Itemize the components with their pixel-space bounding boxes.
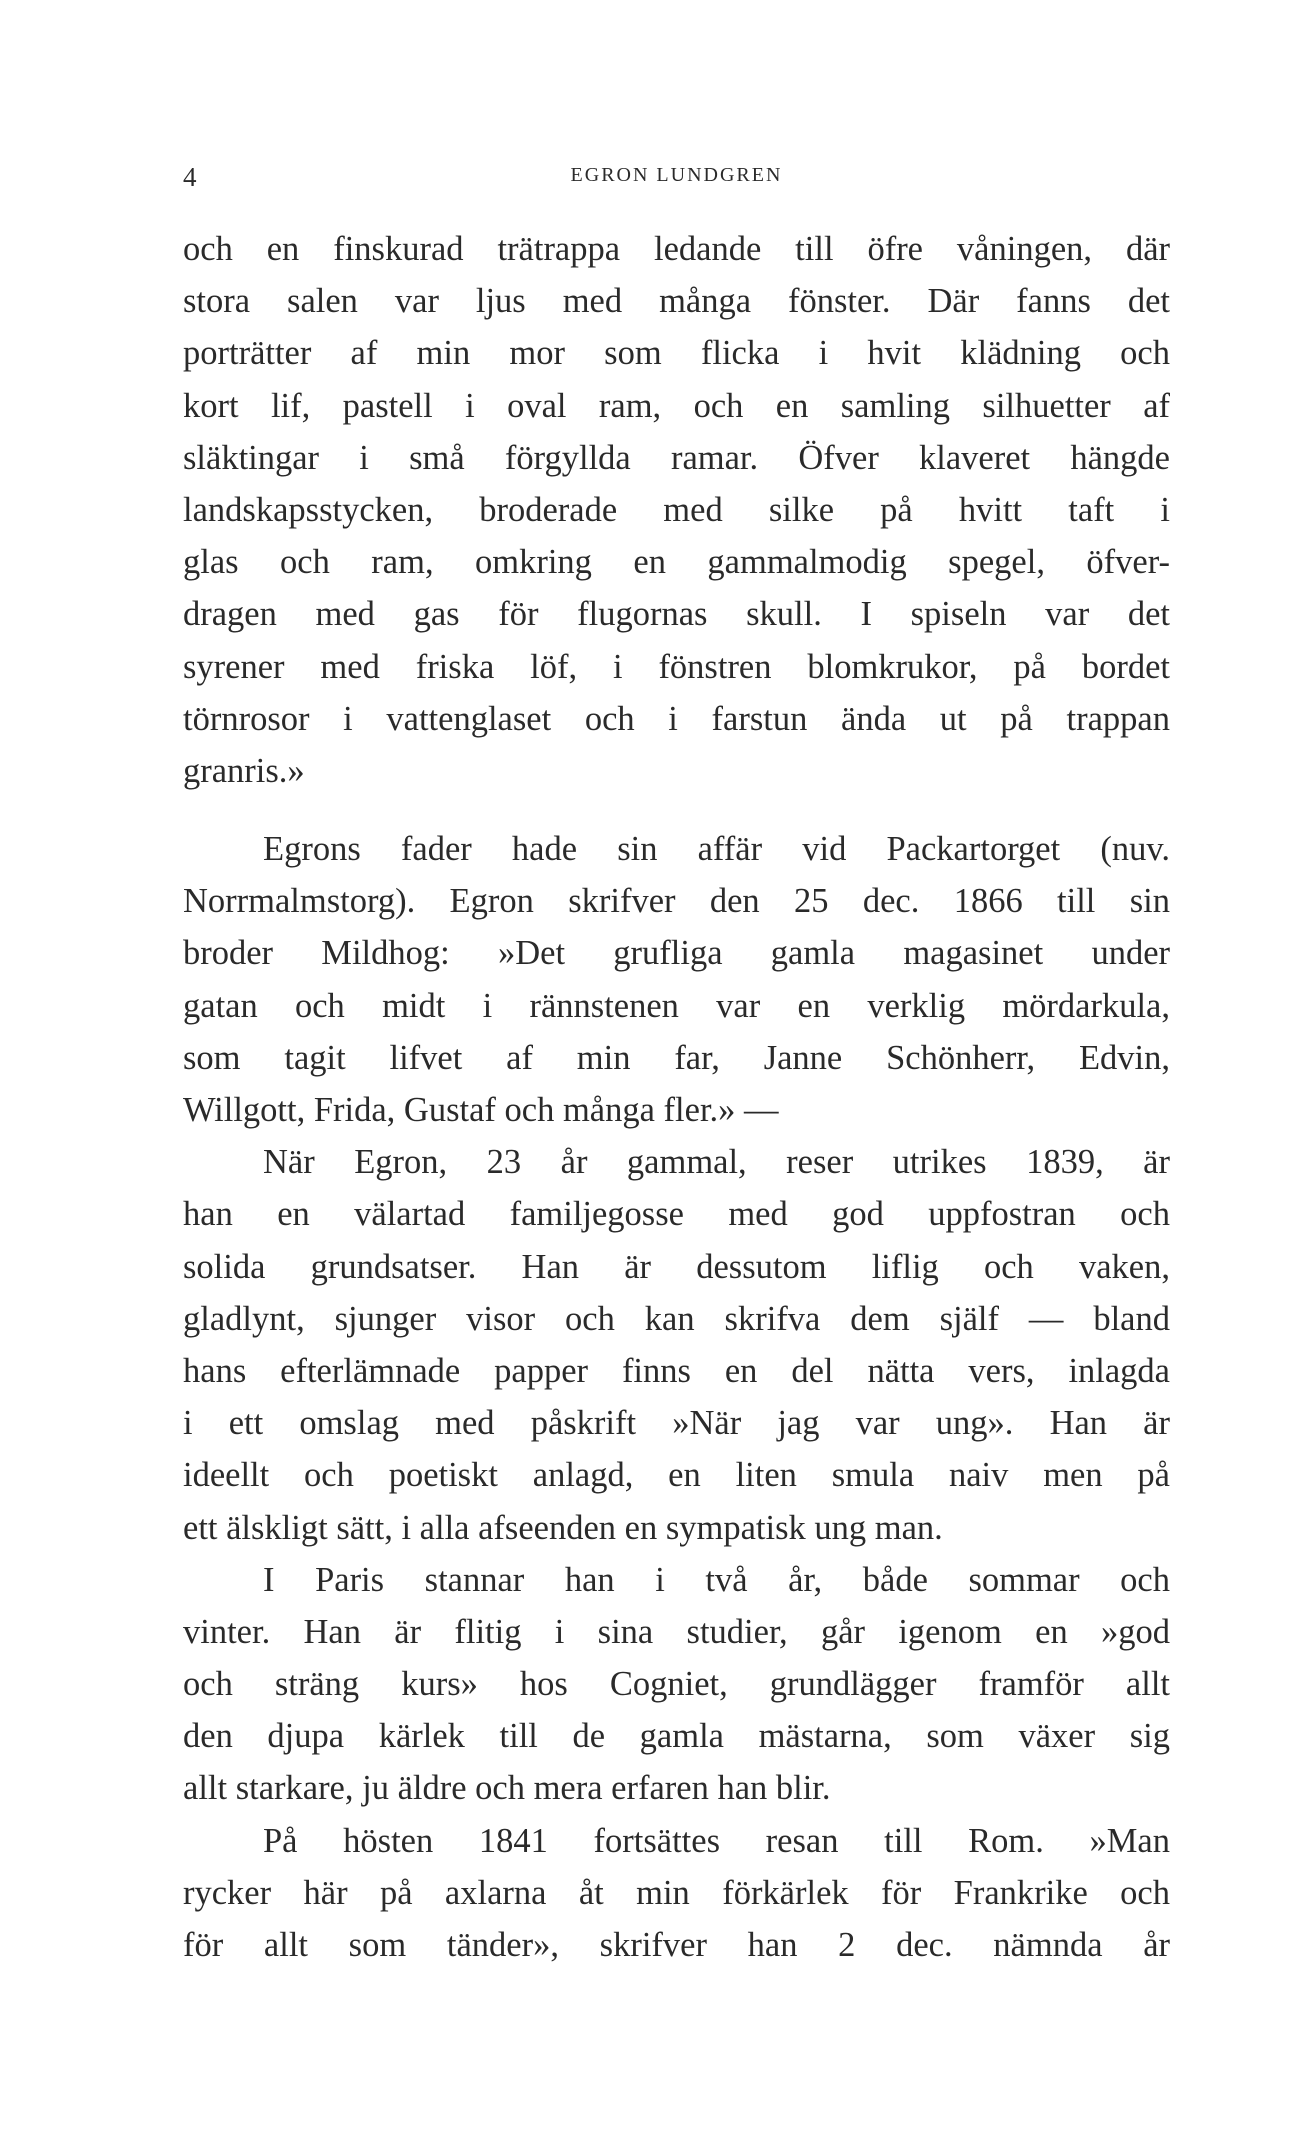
text-line: och sträng kurs» hos Cogniet, grundlägger framför allt <box>183 1665 1170 1704</box>
text-line: granris.» <box>183 751 305 790</box>
text-line: kort lif, pastell i oval ram, och en samling silhuetter af <box>183 386 1170 425</box>
page-number: 4 <box>183 162 198 192</box>
text-line: och en finskurad trätrappa ledande till öfre våningen, där <box>183 230 1170 268</box>
text-line: solida grundsatser. Han är dessutom liflig och vaken, <box>183 1247 1170 1286</box>
text-line: vinter. Han är flitig i sina studier, går igenom en »god <box>183 1612 1170 1651</box>
text-line: När Egron, 23 år gammal, reser utrikes 1839, är <box>263 1143 1170 1182</box>
text-line: som tagit lifvet af min far, Janne Schönherr, Edvin, <box>183 1038 1170 1077</box>
text-line: i ett omslag med påskrift »När jag var ung». Han är <box>183 1404 1170 1443</box>
text-line: glas och ram, omkring en gammalmodig spegel, öfver- <box>183 543 1170 582</box>
text-line: stora salen var ljus med många fönster. Där fanns det <box>183 282 1170 321</box>
text-line: allt starkare, ju äldre och mera erfaren han blir. <box>183 1769 831 1808</box>
text-line: rycker här på axlarna åt min förkärlek för Frankrike och <box>183 1873 1170 1912</box>
text-line: På hösten 1841 fortsättes resan till Rom. »Man <box>263 1821 1170 1860</box>
text-line: Egrons fader hade sin affär vid Packartorget (nuv. <box>263 830 1170 869</box>
text-line: ett älskligt sätt, i alla afseenden en sympatisk ung man. <box>183 1508 943 1547</box>
running-title: EGRON LUNDGREN <box>570 164 783 186</box>
text-line: syrener med friska löf, i fönstren blomkrukor, på bordet <box>183 647 1170 686</box>
text-line: dragen med gas för flugornas skull. I spiseln var det <box>183 595 1170 634</box>
text-line: törnrosor i vattenglaset och i farstun ända ut på trappan <box>183 699 1170 738</box>
text-line: Willgott, Frida, Gustaf och många fler.» — <box>183 1091 779 1129</box>
text-line: den djupa kärlek till de gamla mästarna, som växer sig <box>183 1717 1170 1756</box>
paragraph-gap <box>183 797 1170 823</box>
text-line: han en välartad familjegosse med god uppfostran och <box>183 1195 1170 1234</box>
text-line: släktingar i små förgyllda ramar. Öfver klaveret hängde <box>183 438 1170 477</box>
text-line: gatan och midt i rännstenen var en verklig mördarkula, <box>183 986 1170 1025</box>
text-line: hans efterlämnade papper finns en del nätta vers, inlagda <box>183 1351 1170 1390</box>
text-line: landskapsstycken, broderade med silke på hvitt taft i <box>183 490 1170 529</box>
text-line: porträtter af min mor som flicka i hvit klädning och <box>183 334 1170 373</box>
text-line: ideellt och poetiskt anlagd, en liten smula naiv men på <box>183 1456 1170 1495</box>
running-head <box>183 162 1170 192</box>
body-text <box>183 223 1170 1971</box>
text-line: gladlynt, sjunger visor och kan skrifva dem själf — bland <box>183 1299 1170 1338</box>
text-line: Norrmalmstorg). Egron skrifver den 25 dec. 1866 till sin <box>183 882 1170 921</box>
text-line: för allt som tänder», skrifver han 2 dec. nämnda år <box>183 1926 1170 1964</box>
text-line: broder Mildhog: »Det grufliga gamla magasinet under <box>183 934 1170 973</box>
text-line: I Paris stannar han i två år, både sommar och <box>263 1560 1170 1599</box>
